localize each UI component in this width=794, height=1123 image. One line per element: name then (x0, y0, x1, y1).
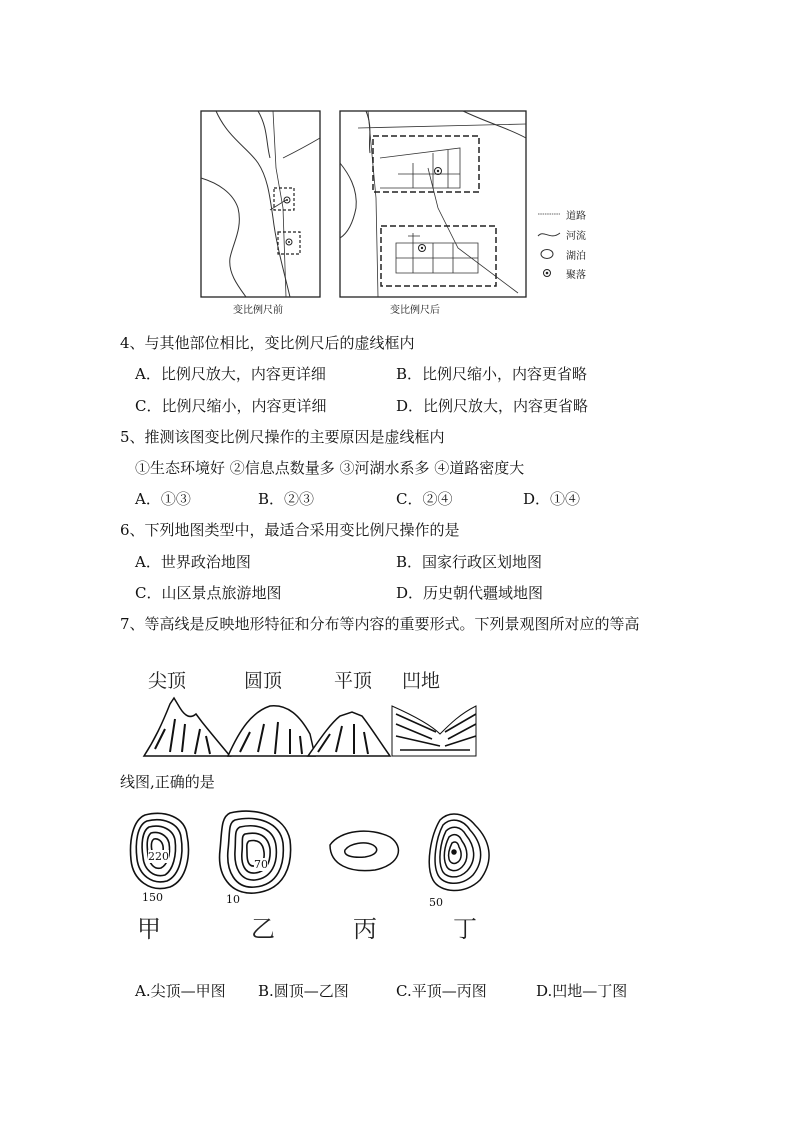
q6-option-d[interactable]: D．历史朝代疆域地图 (396, 584, 544, 602)
caption-before: 变比例尺前 (233, 305, 283, 316)
q5-items: ①生态环境好 ②信息点数量多 ③河湖水系多 ④道路密度大 (135, 459, 525, 477)
settlement-dot-icon (544, 270, 551, 277)
q4-option-a[interactable]: A．比例尺放大，内容更详细 (135, 365, 326, 383)
contour-label-bing: 丙 (353, 915, 377, 943)
q5-option-d[interactable]: D．①④ (523, 490, 581, 508)
q5-stem: 5、推测该图变比例尺操作的主要原因是虚线框内 (120, 428, 445, 446)
q4-option-d[interactable]: D．比例尺放大，内容更省略 (396, 397, 589, 415)
q5-option-a[interactable]: A．①③ (135, 490, 191, 508)
q6-stem: 6、下列地图类型中，最适合采用变比例尺操作的是 (120, 521, 460, 539)
lake-oval-icon (541, 250, 553, 259)
q7-stem: 7、等高线是反映地形特征和分布等内容的重要形式。下列景观图所对应的等高 (120, 615, 640, 633)
legend-lake-label: 湖泊 (566, 251, 586, 262)
landform-label-peak: 尖顶 (148, 670, 187, 692)
landform-label-round: 圆顶 (244, 670, 283, 692)
legend-road-label: 道路 (566, 211, 586, 222)
legend-settlement-label: 聚落 (566, 270, 586, 281)
contour-value-50: 50 (429, 896, 443, 909)
q7-option-d[interactable]: D.凹地—丁图 (536, 982, 628, 1000)
q6-option-c[interactable]: C．山区景点旅游地图 (135, 584, 282, 602)
contour-value-150: 150 (142, 891, 163, 904)
landform-sketches (140, 694, 480, 762)
contour-label-ding: 丁 (453, 915, 477, 943)
q7-option-a[interactable]: A.尖顶—甲图 (135, 982, 226, 1000)
q6-option-a[interactable]: A．世界政治地图 (135, 553, 251, 571)
caption-after: 变比例尺后 (390, 305, 440, 316)
legend-river-label: 河流 (566, 231, 586, 242)
landform-label-flat: 平顶 (334, 670, 373, 692)
q5-option-b[interactable]: B．②③ (258, 490, 315, 508)
q7-stem-cont: 线图,正确的是 (120, 773, 215, 791)
contour-label-jia: 甲 (137, 915, 161, 943)
q4-option-c[interactable]: C．比例尺缩小，内容更详细 (135, 397, 327, 415)
scale-change-figure (198, 108, 598, 318)
contour-label-yi: 乙 (251, 915, 275, 943)
river-wave-icon (538, 233, 560, 236)
q4-option-b[interactable]: B．比例尺缩小，内容更省略 (396, 365, 588, 383)
contour-maps (125, 805, 505, 905)
q6-option-b[interactable]: B．国家行政区划地图 (396, 553, 543, 571)
contour-value-10: 10 (226, 893, 240, 906)
q5-option-c[interactable]: C．②④ (396, 490, 453, 508)
contour-figure (125, 805, 505, 945)
contour-value-220: 220 (148, 850, 169, 863)
q7-option-c[interactable]: C.平顶—丙图 (396, 982, 487, 1000)
q4-stem: 4、与其他部位相比，变比例尺后的虚线框内 (120, 334, 415, 352)
q7-option-b[interactable]: B.圆顶—乙图 (258, 982, 349, 1000)
landform-figure (140, 664, 480, 764)
landform-label-basin: 凹地 (402, 670, 441, 692)
scale-change-maps (198, 108, 598, 318)
contour-value-70: 70 (254, 858, 268, 871)
